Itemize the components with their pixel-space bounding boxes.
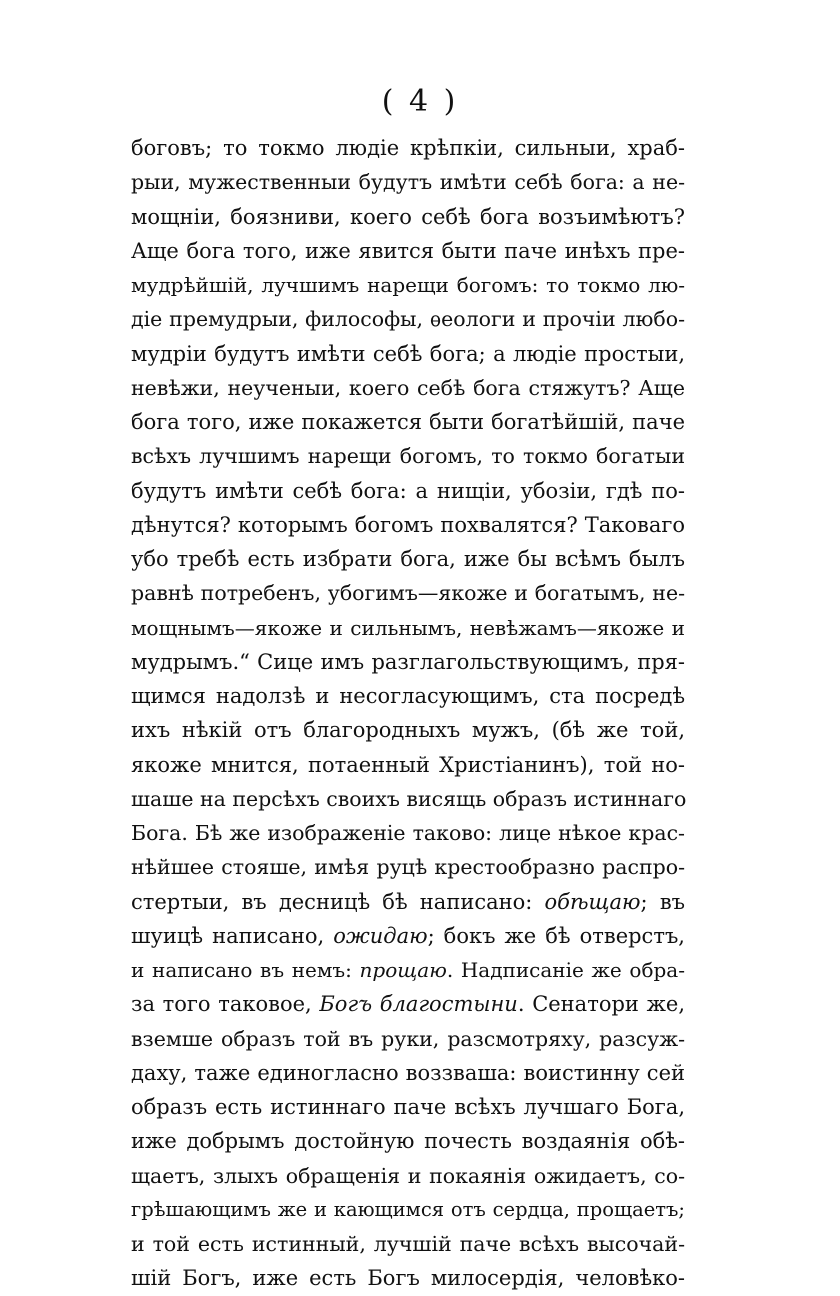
text-segment: образъ есть истиннаго паче всѣхъ лучшаго Бога, [131,1095,685,1119]
text-line [131,302,685,336]
text-segment: будутъ имѣти себѣ бога: а нищіи, убозіи, гдѣ по- [131,478,685,503]
text-line [131,713,685,747]
text-segment: ; бокъ же бѣ отверстъ, [427,923,685,948]
text-segment: щаетъ, злыхъ обращенія и покаянія ожидаетъ, со- [131,1163,685,1188]
text-segment: діе премудрыи, философы, ѳеологи и прочіи любо- [131,307,685,332]
text-line [131,1090,685,1124]
text-line [131,1261,685,1295]
text-segment: мудрымъ.“ Сице имъ разглагольствующимъ, пря- [131,649,685,674]
text-line [131,1227,685,1261]
text-line [131,200,685,234]
text-line [131,850,685,884]
text-line [131,782,685,816]
text-segment: бога того, иже покажется быти богатѣйшій, паче [131,410,685,434]
text-line [131,234,685,268]
text-segment: стертыи, въ десницѣ бѣ написано: [131,889,545,914]
text-segment: грѣшающимъ же и кающимся отъ сердца, прощаетъ; [131,1197,685,1221]
text-segment: мудрѣйшій, лучшимъ нарещи богомъ: то токмо лю- [131,273,685,297]
text-line [131,131,685,165]
text-segment: мощнымъ—якоже и сильнымъ, невѣжамъ—якоже и [131,615,685,640]
text-line [131,439,685,473]
text-segment: и той есть истинный, лучшій паче всѣхъ высочай- [131,1232,685,1256]
text-line [131,611,685,645]
text-line [131,1022,685,1056]
text-line [131,885,685,919]
text-line [131,919,685,953]
text-segment: шаше на персѣхъ своихъ висящь образъ истиннаго [131,786,687,811]
text-segment: ихъ нѣкій отъ благородныхъ мужъ, (бѣ же той, [131,718,685,743]
text-segment: щимся надолзѣ и несогласующимъ, ста посредѣ [131,684,685,708]
text-line [131,816,685,850]
body-text [131,131,685,1296]
text-line [131,576,685,610]
text-segment: боговъ; то токмо людіе крѣпкіи, сильныи, храб- [131,136,685,160]
text-segment: и написано въ немъ: [131,958,360,982]
text-line [131,953,685,987]
text-segment: даху, таже единогласно воззваша: воистинну сей [131,1060,685,1085]
text-segment: мудріи будутъ имѣти себѣ бога; а людіе простыи, [131,341,685,366]
page-number: ( 4 ) [381,84,459,119]
text-line [131,645,685,679]
text-segment: за того таковое, [131,992,320,1017]
text-line [131,1124,685,1158]
text-line [131,679,685,713]
italic-text-segment: Богъ благостыни [319,992,518,1017]
text-segment: якоже мнится, потаенный Христіанинъ), той но- [131,752,685,777]
text-segment: вземше образъ той въ руки, разсмотряху, разсуж- [131,1026,685,1051]
text-line [131,1056,685,1090]
text-segment: шій Богъ, иже есть Богъ милосердія, человѣко- [131,1266,685,1291]
text-line [131,1193,685,1227]
text-line [131,748,685,782]
text-segment: убо требѣ есть избрати бога, иже бы всѣмъ былъ [131,547,685,571]
text-line [131,268,685,302]
text-segment: ; въ [640,889,686,914]
text-line [131,542,685,576]
text-line [131,371,685,405]
text-segment: нѣйшее стояше, имѣя руцѣ крестообразно распро- [131,855,685,880]
text-segment: . Надписаніе же обра- [446,958,685,982]
text-segment: равнѣ потребенъ, убогимъ—якоже и богатымъ, не- [131,581,685,606]
text-segment: рыи, мужественныи будутъ имѣти себѣ бога: а не- [131,170,685,195]
text-line [131,474,685,508]
text-line [131,165,685,199]
italic-text-segment: ожидаю [333,923,428,948]
text-segment: Бога. Бѣ же изображеніе таково: лице нѣкое крас- [131,821,685,845]
italic-text-segment: прощаю [359,958,447,982]
text-segment: мощніи, боязниви, коего себѣ бога возъимѣютъ? [131,204,685,229]
text-segment: дѣнутся? которымъ богомъ похвалятся? Таковаго [131,512,685,537]
text-segment: . Сенатори же, [517,992,685,1017]
text-line [131,405,685,439]
text-line [131,508,685,542]
text-segment: иже добрымъ достойную почесть воздаянія обѣ- [131,1129,685,1154]
text-line [131,337,685,371]
text-segment: шуицѣ написано, [131,923,334,948]
text-segment: всѣхъ лучшимъ нарещи богомъ, то токмо богатыи [131,444,685,469]
text-segment: Аще бога того, иже явится быти паче инѣхъ пре- [131,238,685,263]
text-line [131,1159,685,1193]
text-line [131,987,685,1021]
text-segment: невѣжи, неученыи, коего себѣ бога стяжутъ? Аще [131,375,685,400]
italic-text-segment: обѣщаю [544,889,641,914]
